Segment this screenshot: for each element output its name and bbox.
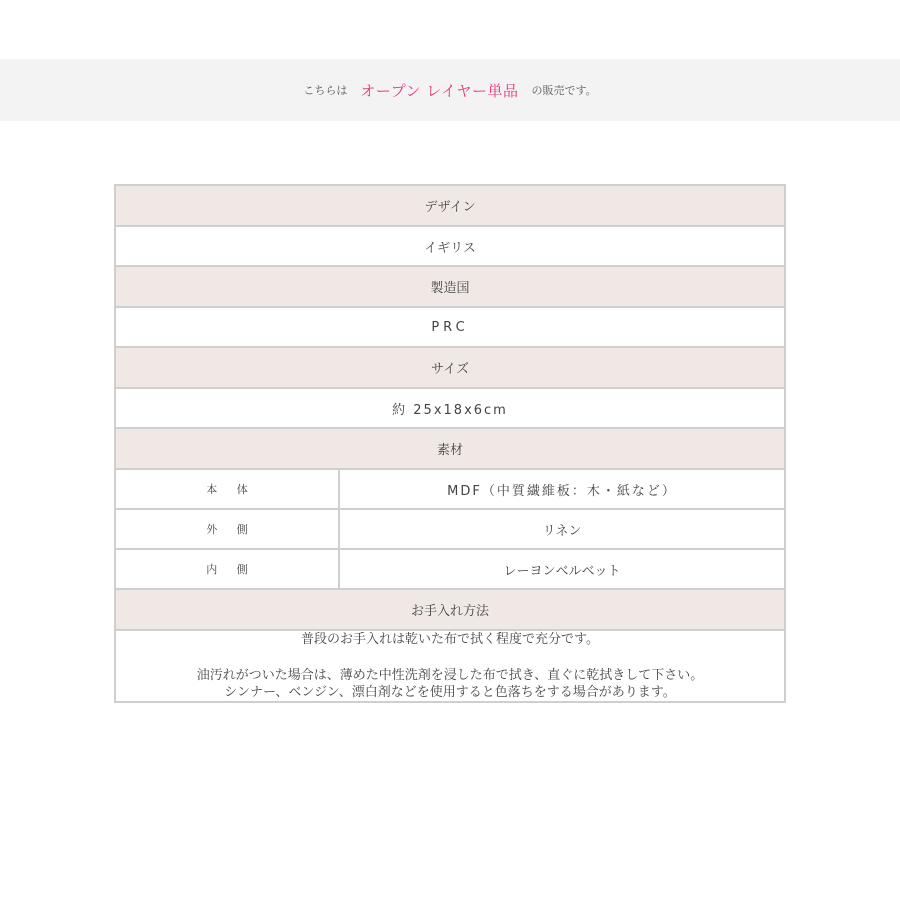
care-line: 油汚れがついた場合は、薄めた中性洗剤を浸した布で拭き、直ぐに乾拭きして下さい。 bbox=[196, 668, 704, 683]
spec-value-row-country bbox=[115, 307, 785, 347]
country-value: PRC bbox=[115, 307, 785, 347]
material-part-value: レーヨンベルベット bbox=[339, 549, 785, 589]
care-line: 普段のお手入れは乾いた布で拭く程度で充分です。 bbox=[301, 632, 599, 647]
spec-value-row-design bbox=[115, 226, 785, 266]
material-row bbox=[115, 509, 785, 549]
size-value: 約 25x18x6cm bbox=[115, 388, 785, 428]
notice-prefix: こちらは bbox=[303, 84, 348, 97]
country-label: 製造国 bbox=[115, 266, 785, 307]
design-value: イギリス bbox=[115, 226, 785, 266]
spec-header-row-design bbox=[115, 185, 785, 226]
spec-header-row-country bbox=[115, 266, 785, 307]
material-row bbox=[115, 549, 785, 589]
care-instructions bbox=[115, 630, 785, 702]
spec-value-row-size bbox=[115, 388, 785, 428]
material-part-label: 外 側 bbox=[115, 509, 339, 549]
notice-highlight: オープン レイヤー単品 bbox=[360, 81, 519, 100]
material-part-value: MDF（中質繊維板：木・紙など） bbox=[339, 469, 785, 509]
material-part-label: 本 体 bbox=[115, 469, 339, 509]
spec-header-row-care bbox=[115, 589, 785, 630]
material-label: 素材 bbox=[115, 428, 785, 469]
spec-value-row-care bbox=[115, 630, 785, 702]
size-label: サイズ bbox=[115, 347, 785, 388]
material-part-label: 内 側 bbox=[115, 549, 339, 589]
care-line: シンナー、ベンジン、漂白剤などを使用すると色落ちをする場合があります。 bbox=[224, 685, 676, 700]
notice-banner bbox=[0, 59, 900, 121]
material-row bbox=[115, 469, 785, 509]
design-label: デザイン bbox=[115, 185, 785, 226]
spec-table bbox=[114, 184, 786, 703]
notice-suffix: の販売です。 bbox=[531, 84, 597, 97]
spec-header-row-material bbox=[115, 428, 785, 469]
material-part-value: リネン bbox=[339, 509, 785, 549]
spec-header-row-size bbox=[115, 347, 785, 388]
care-label: お手入れ方法 bbox=[115, 589, 785, 630]
